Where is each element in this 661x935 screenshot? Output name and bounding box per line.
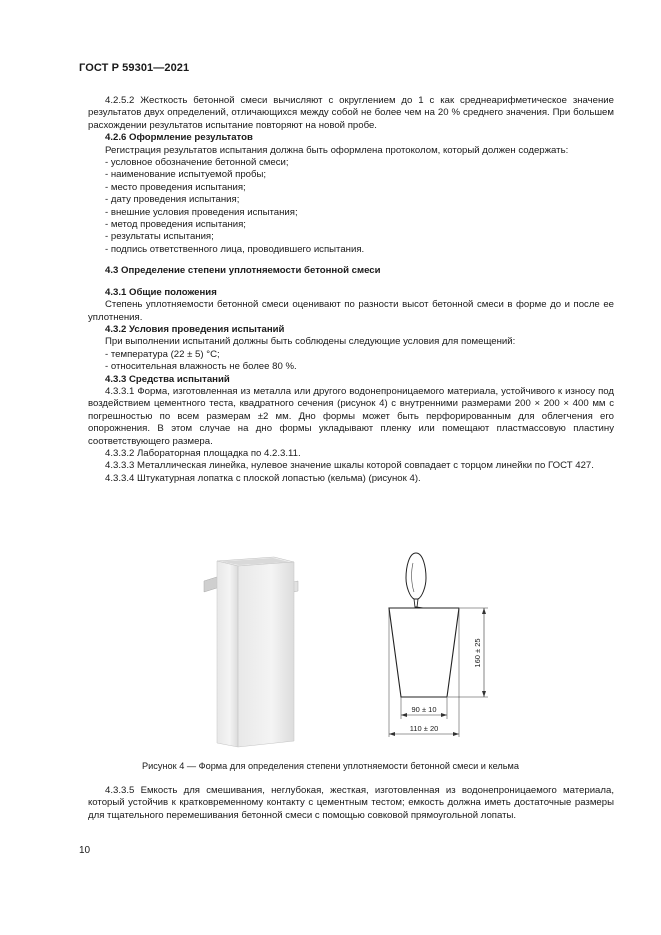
- trowel-drawing: [376, 545, 516, 745]
- dimension-bottom-width: 90 ± 10: [411, 705, 437, 714]
- paragraph-4-3-3-1: 4.3.3.1 Форма, изготовленная из металла или другого водонепроницаемого материала, устойчивого к износу под воздействием цементного теста, квадратного сечения (рисунок 4) с внутренними размерами 200 × 200 × 400 мм с погрешностью по всем размерам ±2 мм. Дно формы может быть перфорированным для облегчения его опорожнения. В этом случае на дно формы укладывают пленку или помещают пластмассовую пластину соответствующего размера.: [88, 385, 614, 447]
- list-item: - внешние условия проведения испытания;: [105, 206, 298, 218]
- dimension-top-width: 110 ± 20: [409, 724, 439, 733]
- paragraph-4-3-3-5: 4.3.3.5 Емкость для смешивания, неглубокая, жесткая, изготовленная из водонепроницаемого материала, который устойчив к кратковременному контакту с цементным тестом; емкость должна иметь достаточные размеры для тщательного перемешивания бетонной смеси с помощью совковой прямоугольной лопаты.: [88, 785, 614, 821]
- heading-4-2-6: 4.2.6 Оформление результатов: [105, 132, 253, 144]
- list-item: - результаты испытания;: [105, 231, 214, 243]
- paragraph-4-3-3-2: 4.3.3.2 Лабораторная площадка по 4.2.3.11.: [105, 447, 301, 459]
- list-item: - место проведения испытания;: [105, 181, 246, 193]
- list-item: - дату проведения испытания;: [105, 194, 240, 206]
- concrete-form-illustration: [200, 545, 320, 750]
- page-number: 10: [79, 845, 91, 856]
- figure-caption: Рисунок 4 — Форма для определения степени уплотняемости бетонной смеси и кельма: [142, 761, 519, 771]
- heading-4-3-2: 4.3.2 Условия проведения испытаний: [105, 323, 285, 335]
- paragraph-4-3-2: При выполнении испытаний должны быть соблюдены следующие условия для помещений:: [105, 336, 516, 348]
- paragraph-4-2-6: Регистрация результатов испытания должна быть оформлена протоколом, который должен содержать:: [105, 144, 569, 156]
- paragraph-4-3-3-4: 4.3.3.4 Штукатурная лопатка с плоской лопастью (кельма) (рисунок 4).: [105, 472, 421, 484]
- paragraph-4-2-5-2: 4.2.5.2 Жесткость бетонной смеси вычисляют с округлением до 1 с как среднеарифметическое значение результатов двух определений, отличающихся между собой не более чем на 20 % среднего значения. При большем расхождении результатов испытание повторяют на новой пробе.: [88, 95, 614, 131]
- list-item: - наименование испытуемой пробы;: [105, 169, 267, 181]
- text-block-bottom: [88, 785, 614, 822]
- document-header: ГОСТ Р 59301—2021: [79, 62, 190, 74]
- list-item: - условное обозначение бетонной смеси;: [105, 157, 289, 169]
- dimension-height: 160 ± 25: [473, 638, 482, 668]
- heading-4-3-1: 4.3.1 Общие положения: [105, 286, 217, 298]
- heading-4-3-3: 4.3.3 Средства испытаний: [105, 373, 230, 385]
- list-item: - температура (22 ± 5) °С;: [105, 348, 220, 360]
- paragraph-4-3-1: Степень уплотняемости бетонной смеси оценивают по разности высот бетонной смеси в форме до и после ее уплотнения.: [88, 299, 614, 323]
- list-item: - метод проведения испытания;: [105, 219, 246, 231]
- heading-4-3: 4.3 Определение степени уплотняемости бетонной смеси: [105, 265, 381, 277]
- list-item: - подпись ответственного лица, проводившего испытания.: [105, 243, 365, 255]
- list-item: - относительная влажность не более 80 %.: [105, 361, 297, 373]
- text-block-top: [88, 95, 614, 485]
- paragraph-4-3-3-3: 4.3.3.3 Металлическая линейка, нулевое значение шкалы которой совпадает с торцом линейки по ГОСТ 427.: [105, 460, 594, 472]
